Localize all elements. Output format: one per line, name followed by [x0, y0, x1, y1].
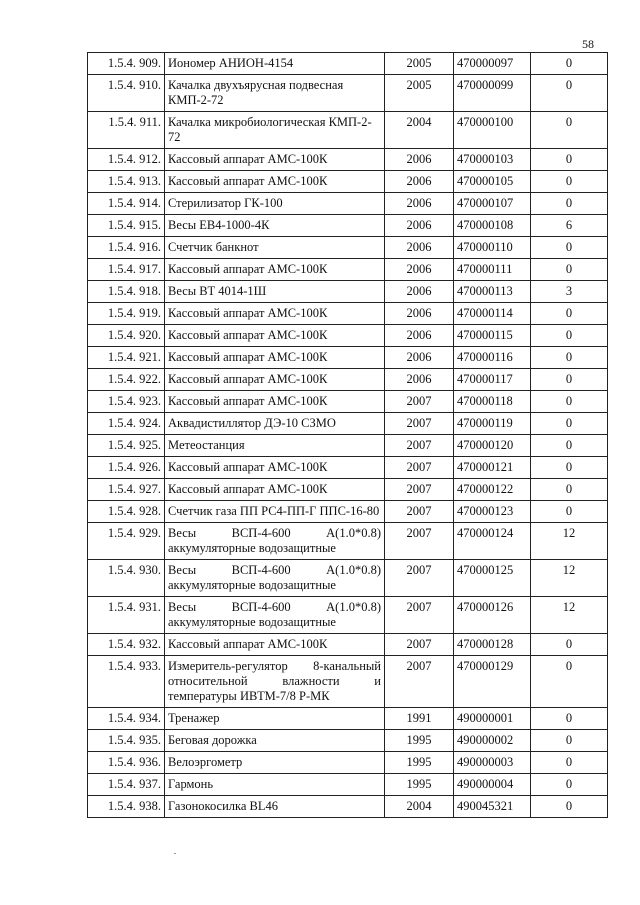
table-row: [88, 53, 608, 75]
item-name-cell: Измеритель-регулятор 8-канальный относительной влажности и температуры ИВТМ-7/8 Р-МК: [165, 656, 385, 708]
item-year-cell: 2007: [385, 413, 454, 435]
item-code-cell: 1.5.4. 913.: [88, 171, 165, 193]
inventory-number-cell: 470000125: [454, 560, 531, 597]
quantity-cell: 0: [531, 303, 608, 325]
item-name-cell: Кассовый аппарат АМС-100К: [165, 634, 385, 656]
item-name-cell: Кассовый аппарат АМС-100К: [165, 391, 385, 413]
quantity-cell: 0: [531, 259, 608, 281]
table-row: [88, 112, 608, 149]
table-row: [88, 75, 608, 112]
item-name-cell: Тренажер: [165, 708, 385, 730]
scan-speck: [174, 853, 176, 854]
inventory-number-cell: 470000100: [454, 112, 531, 149]
table-row: [88, 708, 608, 730]
inventory-table: [87, 52, 608, 818]
table-row: [88, 391, 608, 413]
item-name-cell: Кассовый аппарат АМС-100К: [165, 347, 385, 369]
inventory-number-cell: 470000122: [454, 479, 531, 501]
item-code-cell: 1.5.4. 930.: [88, 560, 165, 597]
quantity-cell: 12: [531, 597, 608, 634]
quantity-cell: 0: [531, 237, 608, 259]
item-year-cell: 2007: [385, 634, 454, 656]
item-year-cell: 2006: [385, 237, 454, 259]
item-year-cell: 2006: [385, 325, 454, 347]
item-code-cell: 1.5.4. 938.: [88, 796, 165, 818]
item-name-cell: Стерилизатор ГК-100: [165, 193, 385, 215]
item-name-cell: Кассовый аппарат АМС-100К: [165, 259, 385, 281]
quantity-cell: 12: [531, 560, 608, 597]
item-year-cell: 2005: [385, 53, 454, 75]
item-year-cell: 2007: [385, 457, 454, 479]
item-name-cell: Весы ВСП-4-600 А(1.0*0.8) аккумуляторные водозащитные: [165, 523, 385, 560]
item-code-cell: 1.5.4. 932.: [88, 634, 165, 656]
item-code-cell: 1.5.4. 927.: [88, 479, 165, 501]
item-code-cell: 1.5.4. 937.: [88, 774, 165, 796]
item-code-cell: 1.5.4. 935.: [88, 730, 165, 752]
item-code-cell: 1.5.4. 918.: [88, 281, 165, 303]
table-row: [88, 193, 608, 215]
item-code-cell: 1.5.4. 910.: [88, 75, 165, 112]
item-name-cell: Весы ВСП-4-600 А(1.0*0.8) аккумуляторные водозащитные: [165, 560, 385, 597]
table-row: [88, 149, 608, 171]
quantity-cell: 0: [531, 171, 608, 193]
table-row: [88, 774, 608, 796]
table-row: [88, 796, 608, 818]
quantity-cell: 0: [531, 796, 608, 818]
table-row: [88, 369, 608, 391]
item-code-cell: 1.5.4. 916.: [88, 237, 165, 259]
quantity-cell: 0: [531, 369, 608, 391]
table-row: [88, 259, 608, 281]
inventory-number-cell: 470000118: [454, 391, 531, 413]
inventory-number-cell: 470000117: [454, 369, 531, 391]
table-row: [88, 501, 608, 523]
table-row: [88, 281, 608, 303]
quantity-cell: 6: [531, 215, 608, 237]
item-code-cell: 1.5.4. 914.: [88, 193, 165, 215]
table-row: [88, 215, 608, 237]
item-code-cell: 1.5.4. 912.: [88, 149, 165, 171]
quantity-cell: 0: [531, 347, 608, 369]
item-year-cell: 1991: [385, 708, 454, 730]
quantity-cell: 0: [531, 149, 608, 171]
table-row: [88, 560, 608, 597]
table-row: [88, 171, 608, 193]
item-name-cell: Счетчик банкнот: [165, 237, 385, 259]
item-year-cell: 2007: [385, 523, 454, 560]
item-name-cell: Аквадистиллятор ДЭ-10 СЗМО: [165, 413, 385, 435]
table-row: [88, 523, 608, 560]
item-year-cell: 2005: [385, 75, 454, 112]
table-row: [88, 303, 608, 325]
item-name-cell: Кассовый аппарат АМС-100К: [165, 369, 385, 391]
item-year-cell: 2007: [385, 656, 454, 708]
inventory-number-cell: 490045321: [454, 796, 531, 818]
item-name-cell: Счетчик газа ПП РС4-ПП-Г ППС-16-80: [165, 501, 385, 523]
inventory-number-cell: 490000002: [454, 730, 531, 752]
quantity-cell: 0: [531, 708, 608, 730]
item-code-cell: 1.5.4. 921.: [88, 347, 165, 369]
item-code-cell: 1.5.4. 920.: [88, 325, 165, 347]
quantity-cell: 0: [531, 53, 608, 75]
item-name-cell: Кассовый аппарат АМС-100К: [165, 171, 385, 193]
item-year-cell: 2004: [385, 112, 454, 149]
table-row: [88, 347, 608, 369]
item-year-cell: 2006: [385, 215, 454, 237]
item-code-cell: 1.5.4. 915.: [88, 215, 165, 237]
quantity-cell: 0: [531, 730, 608, 752]
item-code-cell: 1.5.4. 926.: [88, 457, 165, 479]
item-code-cell: 1.5.4. 924.: [88, 413, 165, 435]
item-name-cell: Весы ЕВ4-1000-4К: [165, 215, 385, 237]
quantity-cell: 0: [531, 774, 608, 796]
inventory-number-cell: 470000126: [454, 597, 531, 634]
table-row: [88, 634, 608, 656]
item-name-cell: Качалка двухъярусная подвесная КМП-2-72: [165, 75, 385, 112]
item-code-cell: 1.5.4. 936.: [88, 752, 165, 774]
inventory-number-cell: 470000113: [454, 281, 531, 303]
item-year-cell: 2006: [385, 347, 454, 369]
item-name-cell: Кассовый аппарат АМС-100К: [165, 149, 385, 171]
quantity-cell: 0: [531, 413, 608, 435]
item-code-cell: 1.5.4. 925.: [88, 435, 165, 457]
item-code-cell: 1.5.4. 919.: [88, 303, 165, 325]
quantity-cell: 0: [531, 193, 608, 215]
item-name-cell: Гармонь: [165, 774, 385, 796]
item-year-cell: 2007: [385, 560, 454, 597]
inventory-number-cell: 470000123: [454, 501, 531, 523]
item-code-cell: 1.5.4. 923.: [88, 391, 165, 413]
item-year-cell: 2006: [385, 303, 454, 325]
item-year-cell: 1995: [385, 774, 454, 796]
quantity-cell: 0: [531, 656, 608, 708]
item-name-cell: Кассовый аппарат АМС-100К: [165, 303, 385, 325]
item-name-cell: Кассовый аппарат АМС-100К: [165, 479, 385, 501]
table-row: [88, 730, 608, 752]
inventory-number-cell: 470000116: [454, 347, 531, 369]
item-name-cell: Метеостанция: [165, 435, 385, 457]
item-name-cell: Иономер АНИОН-4154: [165, 53, 385, 75]
item-year-cell: 1995: [385, 752, 454, 774]
item-name-cell: Кассовый аппарат АМС-100К: [165, 325, 385, 347]
item-year-cell: 2006: [385, 259, 454, 281]
item-name-cell: Весы ВСП-4-600 А(1.0*0.8) аккумуляторные водозащитные: [165, 597, 385, 634]
item-code-cell: 1.5.4. 909.: [88, 53, 165, 75]
item-name-cell: Газонокосилка BL46: [165, 796, 385, 818]
inventory-number-cell: 470000105: [454, 171, 531, 193]
inventory-number-cell: 470000124: [454, 523, 531, 560]
quantity-cell: 0: [531, 75, 608, 112]
inventory-table-body: [88, 53, 608, 818]
table-row: [88, 413, 608, 435]
item-code-cell: 1.5.4. 928.: [88, 501, 165, 523]
quantity-cell: 0: [531, 391, 608, 413]
quantity-cell: 0: [531, 634, 608, 656]
table-row: [88, 656, 608, 708]
inventory-number-cell: 470000121: [454, 457, 531, 479]
item-year-cell: 1995: [385, 730, 454, 752]
table-row: [88, 325, 608, 347]
quantity-cell: 12: [531, 523, 608, 560]
inventory-number-cell: 470000108: [454, 215, 531, 237]
table-row: [88, 237, 608, 259]
inventory-number-cell: 470000114: [454, 303, 531, 325]
quantity-cell: 0: [531, 479, 608, 501]
item-year-cell: 2007: [385, 597, 454, 634]
inventory-number-cell: 490000001: [454, 708, 531, 730]
table-row: [88, 457, 608, 479]
item-code-cell: 1.5.4. 933.: [88, 656, 165, 708]
item-code-cell: 1.5.4. 934.: [88, 708, 165, 730]
quantity-cell: 0: [531, 457, 608, 479]
item-code-cell: 1.5.4. 931.: [88, 597, 165, 634]
inventory-number-cell: 470000120: [454, 435, 531, 457]
item-code-cell: 1.5.4. 911.: [88, 112, 165, 149]
inventory-number-cell: 470000129: [454, 656, 531, 708]
inventory-number-cell: 490000003: [454, 752, 531, 774]
inventory-number-cell: 470000110: [454, 237, 531, 259]
inventory-number-cell: 470000103: [454, 149, 531, 171]
table-row: [88, 597, 608, 634]
quantity-cell: 3: [531, 281, 608, 303]
item-name-cell: Велоэргометр: [165, 752, 385, 774]
table-row: [88, 752, 608, 774]
item-year-cell: 2006: [385, 369, 454, 391]
item-year-cell: 2007: [385, 435, 454, 457]
inventory-number-cell: 470000107: [454, 193, 531, 215]
quantity-cell: 0: [531, 325, 608, 347]
item-name-cell: Кассовый аппарат АМС-100К: [165, 457, 385, 479]
item-year-cell: 2004: [385, 796, 454, 818]
item-name-cell: Весы ВТ 4014-1Ш: [165, 281, 385, 303]
item-name-cell: Беговая дорожка: [165, 730, 385, 752]
item-year-cell: 2006: [385, 281, 454, 303]
item-code-cell: 1.5.4. 917.: [88, 259, 165, 281]
inventory-number-cell: 470000119: [454, 413, 531, 435]
inventory-number-cell: 470000115: [454, 325, 531, 347]
item-year-cell: 2006: [385, 193, 454, 215]
quantity-cell: 0: [531, 435, 608, 457]
inventory-number-cell: 470000111: [454, 259, 531, 281]
item-year-cell: 2006: [385, 149, 454, 171]
quantity-cell: 0: [531, 112, 608, 149]
quantity-cell: 0: [531, 752, 608, 774]
table-row: [88, 479, 608, 501]
item-year-cell: 2007: [385, 391, 454, 413]
quantity-cell: 0: [531, 501, 608, 523]
table-row: [88, 435, 608, 457]
item-code-cell: 1.5.4. 922.: [88, 369, 165, 391]
item-name-cell: Качалка микробиологическая КМП-2-72: [165, 112, 385, 149]
inventory-number-cell: 470000128: [454, 634, 531, 656]
page-number: 58: [582, 37, 594, 51]
item-code-cell: 1.5.4. 929.: [88, 523, 165, 560]
item-year-cell: 2007: [385, 501, 454, 523]
inventory-number-cell: 490000004: [454, 774, 531, 796]
inventory-number-cell: 470000097: [454, 53, 531, 75]
item-year-cell: 2007: [385, 479, 454, 501]
inventory-number-cell: 470000099: [454, 75, 531, 112]
item-year-cell: 2006: [385, 171, 454, 193]
